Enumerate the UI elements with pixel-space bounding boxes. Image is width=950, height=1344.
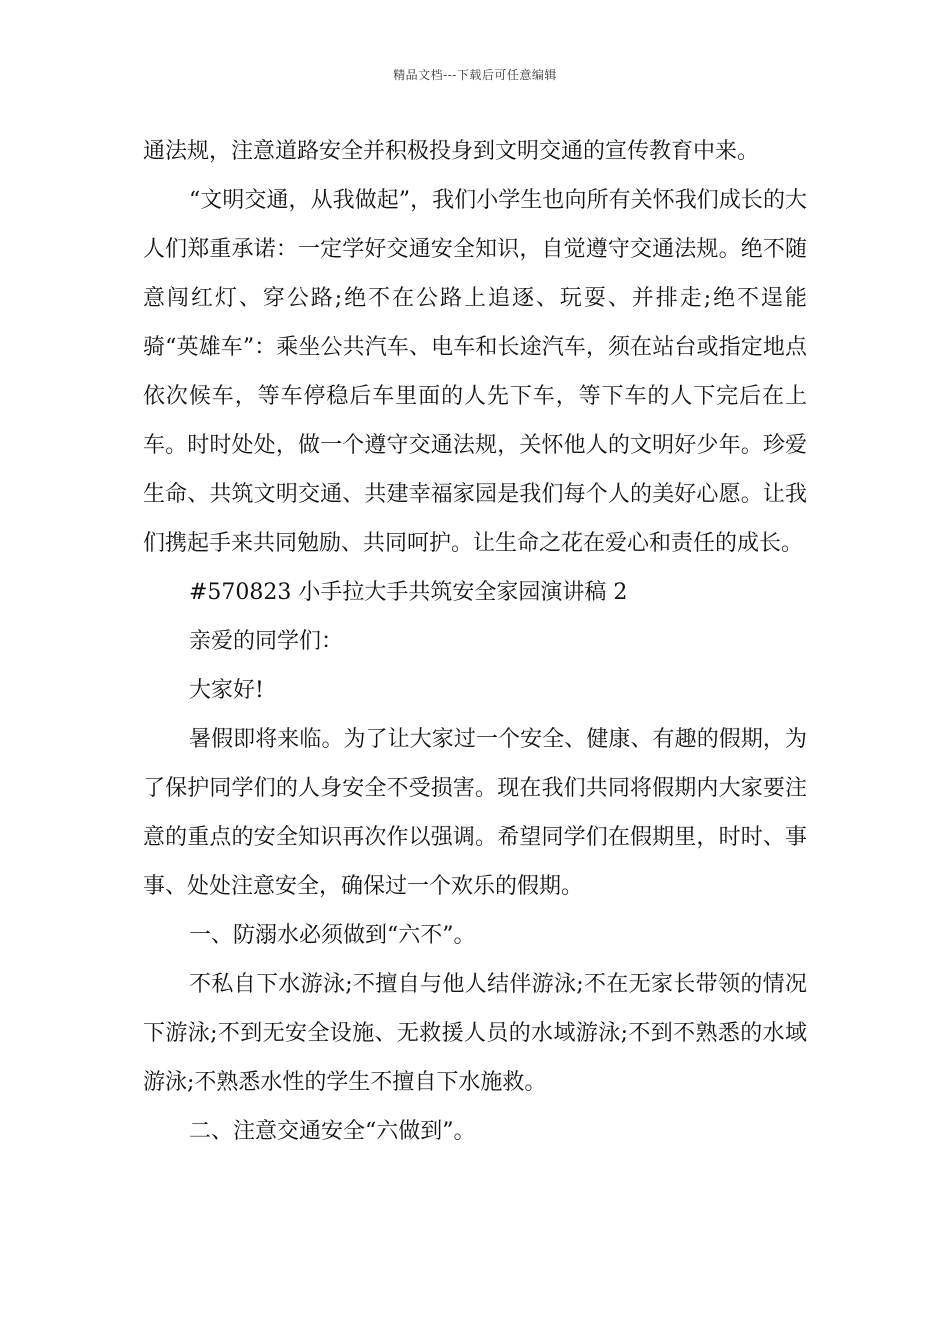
paragraph-civilized-traffic: “文明交通，从我做起”，我们小学生也向所有关怀我们成长的大人们郑重承诺：一定学好交通安全知识，自觉遵守交通法规。绝不随意闯红灯、穿公路;绝不在公路上追逐、玩耍、并排走;绝不逞能骑“英雄车”：乘坐公共汽车、电车和长途汽车，须在站台或指定地点依次候车，等车停稳后车里面的人先下车，等下车的人下完后在上车。时时处处，做一个遵守交通法规，关怀他人的文明好少年。珍爱生命、共筑文明交通、共建幸福家园是我们每个人的美好心愿。让我们携起手来共同勉励、共同呵护。让生命之花在爱心和责任的成长。 (143, 188, 807, 556)
document-body (143, 127, 807, 1156)
heading-drowning-prevention: 一、防溺水必须做到“六不”。 (189, 923, 476, 948)
paragraph-summer-vacation: 暑假即将来临。为了让大家过一个安全、健康、有趣的假期，为了保护同学们的人身安全不受损害。现在我们共同将假期内大家要注意的重点的安全知识再次作以强调。希望同学们在假期里，时时、事事、处处注意安全，确保过一个欢乐的假期。 (143, 727, 807, 899)
paragraph-continuation: 通法规，注意道路安全并积极投身到文明交通的宣传教育中来。 (143, 139, 760, 164)
salutation: 亲爱的同学们： (189, 629, 344, 654)
paragraph-drowning-rules: 不私自下水游泳;不擅自与他人结伴游泳;不在无家长带领的情况下游泳;不到无安全设施、无救援人员的水域游泳;不到不熟悉的水域游泳;不熟悉水性的学生不擅自下水施救。 (143, 972, 807, 1095)
page-header: 精品文档---下载后可任意编辑 (393, 68, 557, 82)
heading-traffic-safety: 二、注意交通安全“六做到”。 (189, 1119, 476, 1144)
greeting: 大家好! (189, 678, 264, 703)
section-title: #570823 小手拉大手共筑安全家园演讲稿 2 (189, 580, 628, 605)
